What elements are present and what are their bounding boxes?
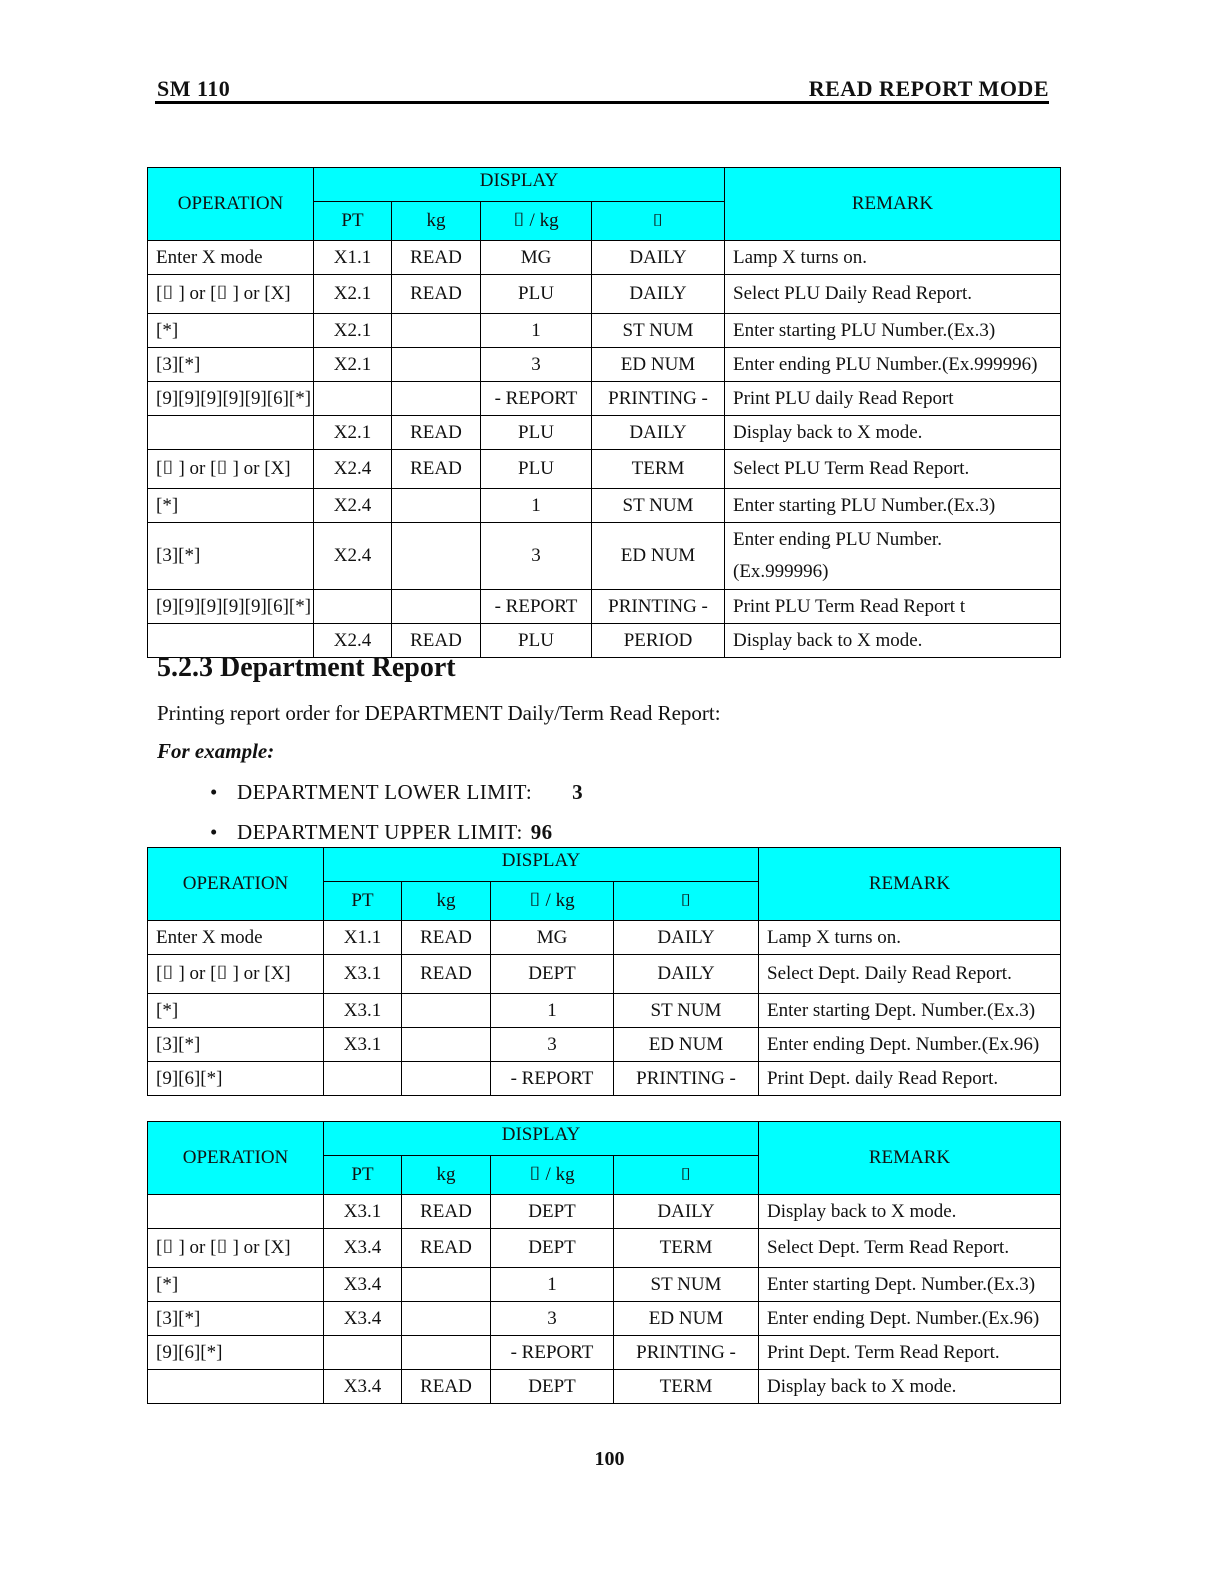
pt-cell: X1.1 — [324, 921, 402, 955]
kg-cell: READ — [392, 241, 481, 275]
table-row — [148, 1302, 1061, 1336]
pt-cell: X3.4 — [324, 1370, 402, 1404]
plu-read-report-table — [147, 167, 1061, 658]
table-row — [148, 994, 1061, 1028]
operation-cell: Enter X mode — [148, 921, 324, 955]
operation-cell: [⌷ ] or [⌷ ] or [X] — [148, 275, 314, 314]
pt-cell: X2.1 — [314, 275, 392, 314]
price-cell: DAILY — [614, 921, 759, 955]
price-per-kg-cell: DEPT — [491, 1229, 614, 1268]
pt-cell: X3.4 — [324, 1268, 402, 1302]
table-row — [148, 382, 1061, 416]
price-per-kg-cell: 1 — [491, 994, 614, 1028]
kg-cell — [402, 1302, 491, 1336]
remark-cell: Select PLU Term Read Report. — [725, 450, 1061, 489]
price-per-kg-cell: DEPT — [491, 955, 614, 994]
pt-cell: X3.4 — [324, 1302, 402, 1336]
price-per-kg-header: ⌷ / kg — [491, 882, 614, 921]
price-cell: ST NUM — [614, 994, 759, 1028]
operation-header: OPERATION — [148, 848, 324, 921]
operation-cell: [⌷ ] or [⌷ ] or [X] — [148, 955, 324, 994]
operation-cell: Enter X mode — [148, 241, 314, 275]
price-cell: ED NUM — [614, 1028, 759, 1062]
price-cell: PRINTING - — [614, 1336, 759, 1370]
kg-cell — [392, 523, 481, 590]
remark-cell — [725, 523, 1061, 590]
price-per-kg-cell: 3 — [481, 348, 592, 382]
kg-header: kg — [392, 202, 481, 241]
operation-cell: [⌷ ] or [⌷ ] or [X] — [148, 1229, 324, 1268]
operation-cell: [3][*] — [148, 1028, 324, 1062]
kg-cell — [392, 590, 481, 624]
header-rule — [155, 101, 1049, 104]
kg-cell: READ — [402, 1195, 491, 1229]
operation-cell: [3][*] — [148, 523, 314, 590]
kg-cell — [402, 994, 491, 1028]
table-row — [148, 523, 1061, 590]
price-per-kg-header: ⌷ / kg — [481, 202, 592, 241]
table-row — [148, 450, 1061, 489]
remark-cell: Display back to X mode. — [759, 1195, 1061, 1229]
remark-cell: Lamp X turns on. — [759, 921, 1061, 955]
remark-cell: Enter ending Dept. Number.(Ex.96) — [759, 1028, 1061, 1062]
kg-cell: READ — [402, 955, 491, 994]
remark-cell: Enter ending Dept. Number.(Ex.96) — [759, 1302, 1061, 1336]
table-row — [148, 1229, 1061, 1268]
price-per-kg-cell: PLU — [481, 416, 592, 450]
bullet-lower-limit — [210, 780, 583, 805]
section-intro: Printing report order for DEPARTMENT Daily/Term Read Report: — [157, 701, 721, 725]
dept-daily-report-table — [147, 847, 1061, 1096]
bullet-label: DEPARTMENT UPPER LIMIT: — [237, 820, 523, 844]
kg-cell — [402, 1028, 491, 1062]
pt-cell: X2.4 — [314, 523, 392, 590]
price-per-kg-cell: MG — [491, 921, 614, 955]
table-row — [148, 416, 1061, 450]
remark-cell: Select PLU Daily Read Report. — [725, 275, 1061, 314]
page-number: 100 — [594, 1448, 625, 1470]
remark-header: REMARK — [759, 848, 1061, 921]
table-row — [148, 348, 1061, 382]
table-row — [148, 1370, 1061, 1404]
price-per-kg-cell: 1 — [481, 489, 592, 523]
remark-cell: Print PLU daily Read Report — [725, 382, 1061, 416]
price-per-kg-cell: - REPORT — [481, 590, 592, 624]
pt-cell: X2.1 — [314, 314, 392, 348]
operation-cell: [9][6][*] — [148, 1062, 324, 1096]
price-cell: TERM — [592, 450, 725, 489]
remark-cell: Lamp X turns on. — [725, 241, 1061, 275]
document-model: SM 110 — [157, 76, 231, 101]
operation-header: OPERATION — [148, 1122, 324, 1195]
remark-cell: Select Dept. Daily Read Report. — [759, 955, 1061, 994]
price-cell: DAILY — [592, 275, 725, 314]
operation-cell: [3][*] — [148, 1302, 324, 1336]
remark-cell: Enter starting PLU Number.(Ex.3) — [725, 314, 1061, 348]
price-cell: TERM — [614, 1370, 759, 1404]
kg-cell — [402, 1336, 491, 1370]
display-header: DISPLAY — [314, 168, 725, 202]
kg-cell: READ — [402, 921, 491, 955]
price-header: ⌷ — [614, 882, 759, 921]
bullet-upper-limit — [210, 820, 553, 845]
operation-cell: [*] — [148, 314, 314, 348]
pt-cell: X2.4 — [314, 489, 392, 523]
price-per-kg-cell: DEPT — [491, 1370, 614, 1404]
price-cell: DAILY — [592, 241, 725, 275]
table-row — [148, 590, 1061, 624]
display-header: DISPLAY — [324, 1122, 759, 1156]
remark-cell: Display back to X mode. — [725, 624, 1061, 658]
remark-line: Enter ending PLU Number. — [733, 529, 942, 550]
operation-cell: [*] — [148, 1268, 324, 1302]
price-per-kg-cell: 3 — [491, 1302, 614, 1336]
pt-cell: X3.1 — [324, 1195, 402, 1229]
price-per-kg-cell: 3 — [491, 1028, 614, 1062]
remark-cell: Display back to X mode. — [725, 416, 1061, 450]
pt-cell — [314, 590, 392, 624]
kg-header: kg — [402, 882, 491, 921]
price-cell: TERM — [614, 1229, 759, 1268]
example-label: For example: — [157, 739, 275, 763]
remark-cell: Display back to X mode. — [759, 1370, 1061, 1404]
pt-cell — [324, 1336, 402, 1370]
table-row — [148, 1028, 1061, 1062]
remark-cell: Enter starting Dept. Number.(Ex.3) — [759, 1268, 1061, 1302]
remark-line: (Ex.999996) — [733, 561, 829, 582]
pt-cell: X3.1 — [324, 994, 402, 1028]
dept-term-report-table — [147, 1121, 1061, 1404]
operation-cell: [9][9][9][9][9][6][*] — [148, 590, 314, 624]
remark-cell: Print Dept. Term Read Report. — [759, 1336, 1061, 1370]
operation-cell: [9][9][9][9][9][6][*] — [148, 382, 314, 416]
operation-cell: [*] — [148, 489, 314, 523]
kg-cell: READ — [392, 275, 481, 314]
price-cell: ST NUM — [614, 1268, 759, 1302]
pt-cell: X2.1 — [314, 348, 392, 382]
pt-cell: X2.4 — [314, 624, 392, 658]
remark-cell: Select Dept. Term Read Report. — [759, 1229, 1061, 1268]
price-cell: DAILY — [614, 1195, 759, 1229]
table-row — [148, 1062, 1061, 1096]
pt-cell: X2.4 — [314, 450, 392, 489]
remark-header: REMARK — [759, 1122, 1061, 1195]
document-section-title: READ REPORT MODE — [808, 76, 1049, 101]
kg-cell — [392, 382, 481, 416]
bullet-label: DEPARTMENT LOWER LIMIT: — [237, 780, 533, 804]
kg-cell: READ — [392, 450, 481, 489]
pt-cell: X3.1 — [324, 955, 402, 994]
price-cell: DAILY — [614, 955, 759, 994]
price-per-kg-cell: - REPORT — [481, 382, 592, 416]
price-cell: PRINTING - — [592, 382, 725, 416]
remark-cell: Enter starting PLU Number.(Ex.3) — [725, 489, 1061, 523]
price-cell: PERIOD — [592, 624, 725, 658]
kg-cell: READ — [402, 1370, 491, 1404]
price-per-kg-cell: DEPT — [491, 1195, 614, 1229]
price-per-kg-cell: PLU — [481, 624, 592, 658]
price-cell: ED NUM — [614, 1302, 759, 1336]
pt-cell: X3.1 — [324, 1028, 402, 1062]
bullet-dot-icon: • — [210, 820, 218, 844]
operation-cell: [9][6][*] — [148, 1336, 324, 1370]
operation-cell — [148, 1370, 324, 1404]
kg-cell: READ — [392, 624, 481, 658]
pt-cell: X1.1 — [314, 241, 392, 275]
bullet-value: 96 — [530, 820, 553, 844]
pt-cell: X3.4 — [324, 1229, 402, 1268]
bullet-dot-icon: • — [210, 780, 218, 804]
price-per-kg-cell: 3 — [481, 523, 592, 590]
pt-header: PT — [314, 202, 392, 241]
remark-cell: Enter starting Dept. Number.(Ex.3) — [759, 994, 1061, 1028]
remark-cell: Print PLU Term Read Report t — [725, 590, 1061, 624]
kg-cell: READ — [402, 1229, 491, 1268]
price-per-kg-header: ⌷ / kg — [491, 1156, 614, 1195]
price-cell: ED NUM — [592, 348, 725, 382]
table-row — [148, 489, 1061, 523]
price-per-kg-cell: - REPORT — [491, 1062, 614, 1096]
operation-cell: [⌷ ] or [⌷ ] or [X] — [148, 450, 314, 489]
kg-header: kg — [402, 1156, 491, 1195]
price-per-kg-cell: - REPORT — [491, 1336, 614, 1370]
table-row — [148, 241, 1061, 275]
price-per-kg-cell: MG — [481, 241, 592, 275]
remark-header: REMARK — [725, 168, 1061, 241]
price-cell: ST NUM — [592, 314, 725, 348]
price-cell: ST NUM — [592, 489, 725, 523]
bullet-value: 3 — [572, 780, 583, 804]
kg-cell: READ — [392, 416, 481, 450]
operation-cell — [148, 416, 314, 450]
price-per-kg-cell: 1 — [491, 1268, 614, 1302]
remark-cell: Enter ending PLU Number.(Ex.999996) — [725, 348, 1061, 382]
kg-cell — [402, 1062, 491, 1096]
kg-cell — [392, 314, 481, 348]
operation-header: OPERATION — [148, 168, 314, 241]
price-cell: PRINTING - — [592, 590, 725, 624]
kg-cell — [392, 489, 481, 523]
price-per-kg-cell: 1 — [481, 314, 592, 348]
kg-cell — [402, 1268, 491, 1302]
operation-cell — [148, 1195, 324, 1229]
price-header: ⌷ — [592, 202, 725, 241]
table-row — [148, 1195, 1061, 1229]
pt-header: PT — [324, 1156, 402, 1195]
display-header: DISPLAY — [324, 848, 759, 882]
section-heading: 5.2.3 Department Report — [157, 652, 456, 683]
pt-header: PT — [324, 882, 402, 921]
price-header: ⌷ — [614, 1156, 759, 1195]
table-row — [148, 955, 1061, 994]
operation-cell: [*] — [148, 994, 324, 1028]
pt-cell — [314, 382, 392, 416]
table-row — [148, 314, 1061, 348]
price-cell: ED NUM — [592, 523, 725, 590]
table-row — [148, 921, 1061, 955]
table-row — [148, 1268, 1061, 1302]
pt-cell — [324, 1062, 402, 1096]
operation-cell: [3][*] — [148, 348, 314, 382]
price-cell: DAILY — [592, 416, 725, 450]
price-cell: PRINTING - — [614, 1062, 759, 1096]
table-row — [148, 275, 1061, 314]
price-per-kg-cell: PLU — [481, 450, 592, 489]
price-per-kg-cell: PLU — [481, 275, 592, 314]
kg-cell — [392, 348, 481, 382]
table-row — [148, 1336, 1061, 1370]
remark-cell: Print Dept. daily Read Report. — [759, 1062, 1061, 1096]
pt-cell: X2.1 — [314, 416, 392, 450]
